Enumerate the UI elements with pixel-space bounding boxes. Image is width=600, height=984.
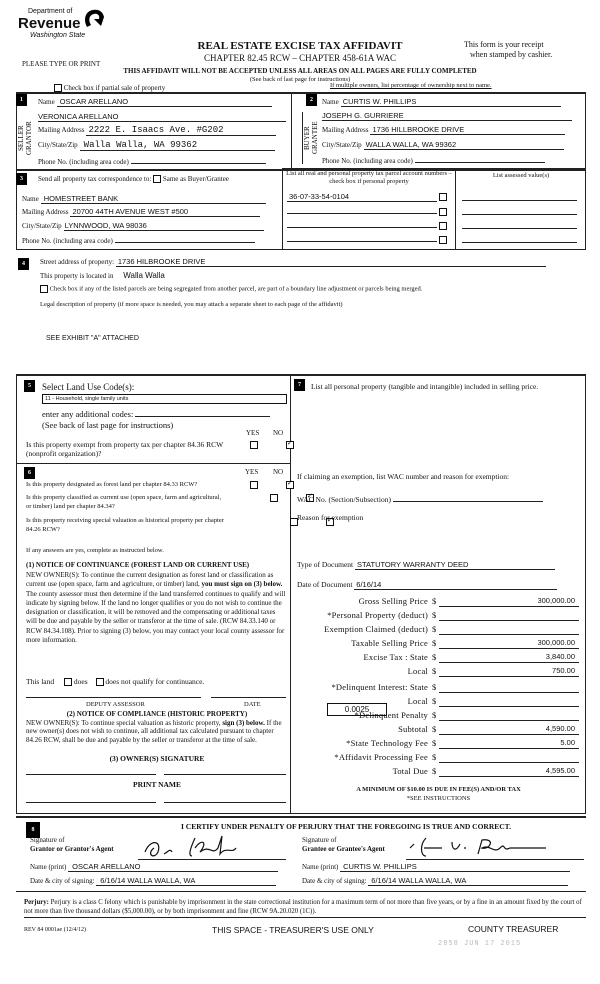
land-use-select[interactable]: 11 - Household, single family units	[42, 394, 287, 404]
see-instructions: *SEE INSTRUCTIONS	[406, 795, 471, 802]
type-or-print: PLEASE TYPE OR PRINT	[22, 60, 101, 68]
corr-city[interactable]: LYNNWOOD, WA 98036	[64, 221, 264, 231]
section-6-badge: 6	[24, 467, 35, 479]
section-2-badge: 2	[306, 94, 317, 106]
forest-land-question: Is this property designated as forest land per chapter 84.33 RCW?	[26, 481, 198, 488]
amount-delinquent-interest-state: *Delinquent Interest: State $	[296, 682, 586, 696]
parcel-number-3[interactable]	[287, 220, 437, 228]
section-5-badge: 5	[24, 380, 35, 392]
print-name-line-2[interactable]	[164, 802, 286, 803]
buyer-phone[interactable]	[415, 155, 545, 163]
subtotal-value[interactable]: 4,590.00	[439, 724, 579, 735]
parcel-personal-checkbox-3[interactable]	[439, 222, 447, 230]
gross-selling-price-value[interactable]: 300,000.00	[439, 596, 579, 607]
parcel-number-1[interactable]: 36-07-33-54-0104	[287, 192, 437, 202]
perjury-notice: Perjury: Perjury is a class C felony which is punishable by imprisonment in the state correctional institution for a maximum term of not more than five years, or by a fine in an amount fixed by the court of not more than five thousand dollars ($5,000.00), or by both imprisonment and fine (RCW 9A.20.020 (1C)).	[24, 898, 586, 918]
affidavit-processing-fee-value[interactable]	[439, 752, 579, 763]
assessor-date-label: DATE	[244, 701, 261, 708]
logo-state: Washington State	[30, 32, 86, 39]
seller-phone-row: Phone No. (including area code)	[38, 156, 286, 166]
grantee-signature-scribble	[406, 834, 556, 860]
parcels-section	[282, 168, 456, 250]
form-title: REAL ESTATE EXCISE TAX AFFIDAVIT	[197, 40, 403, 52]
grantee-name-row: Name (print) CURTIS W. PHILLIPS	[302, 862, 570, 872]
land-use-label: Select Land Use Code(s):	[42, 382, 135, 392]
property-street[interactable]: 1736 HILBROOKE DRIVE	[116, 257, 546, 267]
warning-banner: THIS AFFIDAVIT WILL NOT BE ACCEPTED UNLESS ALL AREAS ON ALL PAGES ARE FULLY COMPLETED	[123, 67, 477, 75]
grantor-date-row: Date & city of signing: 6/16/14 WALLA WALLA, WA	[30, 876, 276, 886]
exempt-yes-label: YES	[246, 429, 260, 437]
s6-no-label: NO	[273, 468, 284, 476]
owner-signature-line-2[interactable]	[164, 774, 286, 775]
additional-codes-input[interactable]	[135, 408, 270, 417]
legal-label: Legal description of property (if more space is needed, you may attach a separate sheet to each page of the affidavit)	[40, 301, 343, 308]
buyer-phone-row: Phone No. (including area code)	[322, 155, 572, 165]
doc-type[interactable]: STATUTORY WARRANTY DEED	[355, 560, 555, 570]
notice-continuance-title: (1) NOTICE OF CONTINUANCE (FOREST LAND OR CURRENT USE)	[26, 561, 250, 569]
dor-logo	[18, 8, 118, 48]
print-name-line-1[interactable]	[26, 802, 156, 803]
assessed-values-section	[456, 168, 586, 250]
section-6	[16, 464, 291, 814]
exempt-no-label: NO	[273, 429, 284, 437]
owner-signature-label: (3) OWNER(S) SIGNATURE	[109, 754, 205, 763]
seller-city-row: City/State/Zip Walla Walla, WA 99362	[38, 140, 286, 151]
segregated-checkbox[interactable]	[40, 285, 48, 293]
amount-delinquent-penalty: *Delinquent Penalty $	[296, 710, 586, 724]
owner-signature-line-1[interactable]	[26, 774, 156, 775]
assessor-date-line[interactable]	[211, 697, 286, 698]
grantor-signature-scribble	[140, 834, 260, 860]
grantor-name-row: Name (print) OSCAR ARELLANO	[30, 862, 278, 872]
logo-name: Revenue	[18, 15, 81, 32]
seller-address-row: Mailing Address 2222 E. Isaacs Ave. #G202	[38, 125, 286, 136]
same-as-buyer-checkbox[interactable]	[153, 175, 161, 183]
amount-total-due: Total Due $ 4,595.00	[296, 766, 586, 780]
parcel-number-4[interactable]	[287, 234, 437, 242]
grantee-date-row: Date & city of signing: 6/16/14 WALLA WALLA, WA	[302, 876, 568, 886]
delinquent-penalty-value[interactable]	[439, 710, 579, 721]
doc-date-row: Date of Document 6/16/14	[297, 580, 577, 590]
seller-side-label: SELLER GRANTOR	[16, 112, 32, 164]
grantor-date[interactable]: 6/16/14 WALLA WALLA, WA	[96, 876, 276, 886]
logo-dept: Department of	[28, 8, 73, 15]
deputy-assessor-label: DEPUTY ASSESSOR	[86, 701, 145, 708]
excise-state-value[interactable]: 3,840.00	[439, 652, 579, 663]
buyer-address[interactable]: 1736 HILLBROOKE DRIVE	[370, 125, 565, 135]
seller-city[interactable]: Walla Walla, WA 99362	[80, 140, 275, 151]
county-treasurer: COUNTY TREASURER	[468, 924, 559, 934]
assessed-value-3[interactable]	[462, 228, 577, 229]
notice-continuance-text: NEW OWNER(S): To continue the current designation as forest land or classification as current use (open space, farm and agriculture, or timber) land, you must sign on (3) below. The county assessor must then determine if the land transferred continues to qualify and will indicate by signing below. If the land no longer qualifies or you do not wish to continue the designation or classification, it will be removed and the compensating or additional taxes will be due and payable by the seller or transferor at the time of sale. (RCW 84.33.140 or RCW 84.34.108). Prior to signing (3) below, you may contact your local county assessor for more information.	[26, 571, 286, 645]
local-rate-box[interactable]: 0.0025	[327, 703, 387, 716]
doc-type-row: Type of Document STATUTORY WARRANTY DEED	[297, 560, 577, 570]
buyer-side-label: BUYER GRANTEE	[302, 112, 318, 164]
parcel-personal-checkbox-4[interactable]	[439, 236, 447, 244]
parcel-row-1	[287, 192, 452, 202]
print-name-label: PRINT NAME	[133, 780, 181, 789]
excise-local-value[interactable]: 750.00	[439, 666, 579, 677]
buyer-city[interactable]: WALLA WALLA, WA 99362	[364, 140, 564, 150]
assessed-value-1[interactable]	[462, 200, 577, 201]
deputy-assessor-line[interactable]	[26, 697, 201, 698]
parcels-header: List all real and personal property tax parcel account numbers – check box if personal property	[286, 170, 452, 185]
parcel-number-2[interactable]	[287, 206, 437, 214]
amount-state-technology-fee: *State Technology Fee $ 5.00	[296, 738, 586, 752]
wac-row: WAC No. (Section/Subsection)	[297, 494, 543, 504]
buyer-city-row: City/State/Zip WALLA WALLA, WA 99362	[322, 140, 572, 150]
corr-phone-row: Phone No. (including area code)	[22, 235, 277, 245]
form-subtitle: CHAPTER 82.45 RCW – CHAPTER 458-61A WAC	[204, 53, 396, 63]
section-8	[16, 816, 586, 892]
corr-name[interactable]: HOMESTREET BANK	[41, 194, 266, 204]
amount-affidavit-processing-fee: *Affidavit Processing Fee $	[296, 752, 586, 766]
section-7-badge: 7	[294, 379, 305, 391]
amount-excise-local: Local $ 750.00	[296, 666, 586, 680]
amount-delinquent-interest-local: Local $	[296, 696, 586, 710]
delinquent-interest-local-value[interactable]	[439, 696, 579, 707]
amount-taxable-selling-price: Taxable Selling Price $ 300,000.00	[296, 638, 586, 652]
s6-yes-label: YES	[245, 468, 259, 476]
assessed-value-4[interactable]	[462, 242, 577, 243]
total-due-value[interactable]: 4,595.00	[439, 766, 579, 777]
seller-address[interactable]: 2222 E. Isaacs Ave. #G202	[86, 125, 276, 136]
continuance-row: This land does does not qualify for continuance.	[26, 677, 205, 686]
logo-swirl-icon	[82, 8, 104, 32]
buyer-name-2[interactable]: JOSEPH G. GURRIERE	[322, 111, 572, 121]
section-4-badge: 4	[18, 258, 29, 270]
corr-city-row: City/State/Zip LYNNWOOD, WA 98036	[22, 221, 277, 231]
notice-compliance-text: NEW OWNER(S): To continue special valuation as historic property, sign (3) below. If the new owner(s) does not wish to continue, all additional tax calculated pursuant to chapter 84.26 RCW, shall be due and payable by the seller or transferor at the time of sale.	[26, 719, 282, 744]
additional-codes-row: enter any additional codes:	[42, 408, 270, 419]
minimum-due-note: A MINIMUM OF $10.00 IS DUE IN FEE(S) AND/OR TAX	[356, 786, 521, 793]
seller-phone[interactable]	[131, 156, 266, 164]
amount-personal-property: *Personal Property (deduct) $	[296, 610, 586, 624]
street-row: Street address of property: 1736 HILBROOKE DRIVE	[40, 257, 585, 267]
correspondence-section	[16, 170, 282, 250]
located-row: This property is located in Walla Walla	[40, 271, 165, 280]
grantee-signature-label: Signature of Grantee or Grantee's Agent	[302, 836, 385, 853]
form-revision: REV 84 0001ae (12/4/12)	[24, 927, 87, 933]
corr-phone[interactable]	[115, 235, 255, 243]
exempt-question: Is this property exempt from property tax per chapter 84.36 RCW (nonprofit organization)?	[26, 440, 224, 458]
seller-name-row: Name OSCAR ARELLANO	[38, 97, 286, 107]
current-use-question: Is this property classified as current use (open space, farm and agricultural, or timber) land per chapter 84.34?	[26, 494, 222, 510]
grantor-signature-field[interactable]	[138, 846, 286, 860]
receipt-note-1: This form is your receipt	[464, 40, 544, 49]
personal-property-label: List all personal property (tangible and intangible) included in selling price.	[311, 382, 539, 391]
state-technology-fee-value[interactable]: 5.00	[439, 738, 579, 749]
certify-statement: I CERTIFY UNDER PENALTY OF PERJURY THAT THE FOREGOING IS TRUE AND CORRECT.	[180, 822, 511, 831]
assessed-header: List assessed value(s)	[492, 172, 550, 179]
notice-compliance-title: (2) NOTICE OF COMPLIANCE (HISTORIC PROPERTY)	[66, 710, 248, 718]
parcel-row-3	[287, 220, 452, 230]
current-use-yes-checkbox[interactable]	[270, 494, 278, 502]
grantee-name[interactable]: CURTIS W. PHILLIPS	[340, 862, 570, 872]
section-8-badge: 8	[26, 822, 40, 838]
section-3-badge: 3	[16, 173, 27, 185]
forest-yes-checkbox[interactable]	[250, 481, 258, 489]
see-back-note: (See back of last page for instructions)	[249, 76, 351, 83]
parcel-row-2	[287, 206, 452, 216]
corr-address[interactable]: 20700 44TH AVENUE WEST #500	[70, 207, 260, 217]
segregated-row[interactable]: Check box if any of the listed parcels are being segregated from another parcel, are part of a boundary line adjustment or parcels being merged.	[40, 285, 422, 293]
multiple-owners-note: If multiple owners, list percentage of ownership next to name.	[330, 82, 492, 89]
partial-sale-label: Check box if partial sale of property	[63, 84, 166, 92]
property-located[interactable]: Walla Walla	[123, 271, 165, 280]
parcel-personal-checkbox-1[interactable]	[439, 193, 447, 201]
exemption-label: If claiming an exemption, list WAC number and reason for exemption:	[297, 472, 510, 481]
doc-date[interactable]: 6/16/14	[354, 580, 557, 590]
correspondence-label-row: Send all property tax correspondence to: Same as Buyer/Grantee	[38, 175, 229, 183]
grantor-name[interactable]: OSCAR ARELLANO	[68, 862, 278, 872]
seller-section	[16, 92, 291, 170]
personal-property-value[interactable]	[439, 610, 579, 621]
amount-excise-state: Excise Tax : State $ 3,840.00	[296, 652, 586, 666]
buyer-name-1[interactable]: CURTIS W. PHILLIPS	[341, 97, 561, 107]
buyer-name-row: Name CURTIS W. PHILLIPS	[322, 97, 572, 107]
corr-name-row: Name HOMESTREET BANK	[22, 194, 277, 204]
delinquent-interest-state-value[interactable]	[439, 682, 579, 693]
taxable-selling-price-value[interactable]: 300,000.00	[439, 638, 579, 649]
amount-exemption-claimed: Exemption Claimed (deduct) $	[296, 624, 586, 638]
wac-input[interactable]	[393, 494, 543, 502]
amount-subtotal: Subtotal $ 4,590.00	[296, 724, 586, 738]
if-yes-note: If any answers are yes, complete as instructed below.	[26, 547, 164, 554]
land-use-see-back: (See back of last page for instructions)	[42, 420, 174, 430]
grantee-signature-field[interactable]	[406, 846, 584, 860]
section-1-badge: 1	[16, 94, 27, 106]
receipt-note-2: when stamped by cashier.	[470, 50, 553, 59]
parcel-personal-checkbox-2[interactable]	[439, 208, 447, 216]
does-qualify-checkbox[interactable]	[64, 678, 72, 686]
exemption-claimed-value[interactable]	[439, 624, 579, 635]
corr-address-row: Mailing Address 20700 44TH AVENUE WEST #500	[22, 207, 277, 217]
treasurer-use-only: THIS SPACE - TREASURER'S USE ONLY	[212, 925, 374, 935]
grantee-date[interactable]: 6/16/14 WALLA WALLA, WA	[368, 876, 568, 886]
seller-name-2[interactable]: VERONICA ARELLANO	[38, 112, 286, 122]
parcel-row-4	[287, 234, 452, 244]
land-use-section	[16, 374, 291, 464]
property-section	[16, 252, 586, 374]
buyer-section	[291, 92, 586, 170]
amount-gross-selling-price: Gross Selling Price $ 300,000.00	[296, 596, 586, 610]
assessed-value-2[interactable]	[462, 214, 577, 215]
grantor-signature-label: Signature of Grantor or Grantor's Agent	[30, 836, 114, 853]
exempt-yes-checkbox[interactable]	[250, 441, 258, 449]
buyer-address-row: Mailing Address 1736 HILLBROOKE DRIVE	[322, 125, 572, 135]
seller-name-1[interactable]: OSCAR ARELLANO	[57, 97, 272, 107]
historical-question: Is this property receiving special valuation as historical property per chapter 84.26 RCW?	[26, 517, 224, 533]
reason-label: Reason for exemption	[297, 513, 364, 522]
treasurer-stamp: 2858 JUN 17 2015	[438, 940, 522, 948]
legal-description[interactable]: SEE EXHIBIT "A" ATTACHED	[46, 335, 139, 342]
does-not-qualify-checkbox[interactable]	[96, 678, 104, 686]
